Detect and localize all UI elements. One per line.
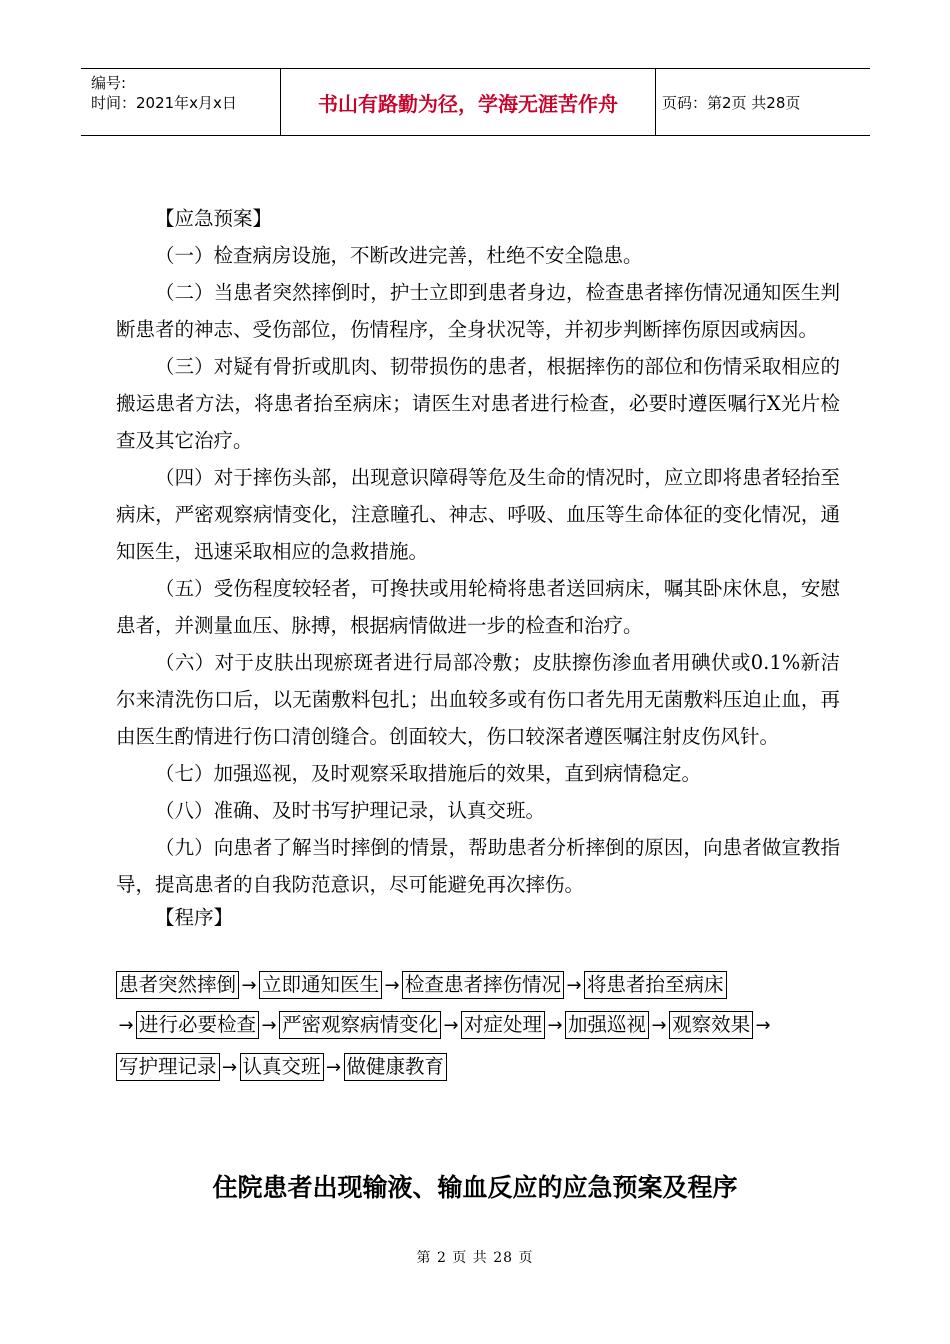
arrow-icon: → <box>651 1014 667 1036</box>
paragraph-3: （三）对疑有骨折或肌肉、韧带损伤的患者，根据摔伤的部位和伤情采取相应的搬运患者方法，将患者抬至病床；请医生对患者进行检查，必要时遵医嘱行X光片检查及其它治疗。 <box>116 355 840 452</box>
number-label: 编号: <box>91 74 127 92</box>
paragraph-9: （九）向患者了解当时摔倒的情景，帮助患者分析摔倒的原因，向患者做宣教指导，提高患者的自我防范意识，尽可能避免再次摔伤。 <box>116 836 840 896</box>
paragraph-8: （八）准确、及时书写护理记录，认真交班。 <box>155 799 546 822</box>
flow-step: 将患者抬至病床 <box>584 971 727 999</box>
paragraph-1: （一）检查病房设施，不断改进完善，杜绝不安全隐患。 <box>155 244 643 267</box>
flow-step: 做健康教育 <box>344 1053 448 1081</box>
paragraph-4: （四）对于摔伤头部，出现意识障碍等危及生命的情况时，应立即将患者轻抬至病床，严密观察病情变化，注意瞳孔、神志、呼吸、血压等生命体征的变化情况，通知医生，迅速采取相应的急救措施。 <box>116 466 840 563</box>
flow-step: 进行必要检查 <box>136 1011 259 1039</box>
arrow-icon: → <box>566 974 582 996</box>
flow-step: 严密观察病情变化 <box>279 1011 441 1039</box>
header-meta <box>81 69 280 135</box>
header-page-code: 页码：第2页 共28页 <box>662 93 801 112</box>
flow-step: 立即通知医生 <box>259 971 382 999</box>
flow-step: 写护理记录 <box>116 1053 220 1081</box>
arrow-icon: → <box>547 1014 563 1036</box>
arrow-icon: → <box>384 974 400 996</box>
flow-step: 患者突然摔倒 <box>116 971 239 999</box>
flow-row-1 <box>116 970 727 1000</box>
flow-step: 认真交班 <box>240 1053 324 1081</box>
time-label: 时间：2021年x月x日 <box>91 94 237 112</box>
emergency-heading: 【应急预案】 <box>155 207 273 230</box>
flow-row-3 <box>116 1052 447 1082</box>
header-motto: 书山有路勤为径，学海无涯苦作舟 <box>280 69 656 135</box>
paragraph-2: （二）当患者突然摔倒时，护士立即到患者身边，检查患者摔伤情况通知医生判断患者的神志、受伤部位，伤情程序，全身状况等，并初步判断摔伤原因或病因。 <box>116 281 840 341</box>
arrow-icon: → <box>241 974 257 996</box>
flow-row-2 <box>116 1010 773 1040</box>
paragraph-5: （五）受伤程度较轻者，可搀扶或用轮椅将患者送回病床，嘱其卧床休息，安慰患者，并测量血压、脉搏，根据病情做进一步的检查和治疗。 <box>116 577 840 637</box>
arrow-icon: → <box>221 1056 238 1078</box>
flow-step: 对症处理 <box>461 1011 545 1039</box>
page-header <box>81 68 870 136</box>
document-body <box>116 200 840 933</box>
arrow-icon: → <box>755 1014 771 1036</box>
arrow-icon: → <box>325 1056 342 1078</box>
flow-step: 加强巡视 <box>565 1011 649 1039</box>
flow-step: 检查患者摔伤情况 <box>402 971 564 999</box>
paragraph-7: （七）加强巡视，及时观察采取措施后的效果，直到病情稳定。 <box>155 762 702 785</box>
arrow-icon: → <box>118 1014 134 1036</box>
arrow-icon: → <box>443 1014 459 1036</box>
flow-step: 观察效果 <box>669 1011 753 1039</box>
procedure-heading: 【程序】 <box>155 906 234 929</box>
arrow-icon: → <box>261 1014 277 1036</box>
page-footer: 第 2 页 共 28 页 <box>416 1250 534 1266</box>
paragraph-6: （六）对于皮肤出现瘀斑者进行局部冷敷；皮肤擦伤渗血者用碘伏或0.1%新洁尔来清洗伤口后，以无菌敷料包扎；出血较多或有伤口者先用无菌敷料压迫止血，再由医生酌情进行伤口清创缝合。创面较大，伤口较深者遵医嘱注射皮伤风针。 <box>116 651 840 748</box>
next-section-title: 住院患者出现输液、输血反应的应急预案及程序 <box>212 1173 738 1202</box>
